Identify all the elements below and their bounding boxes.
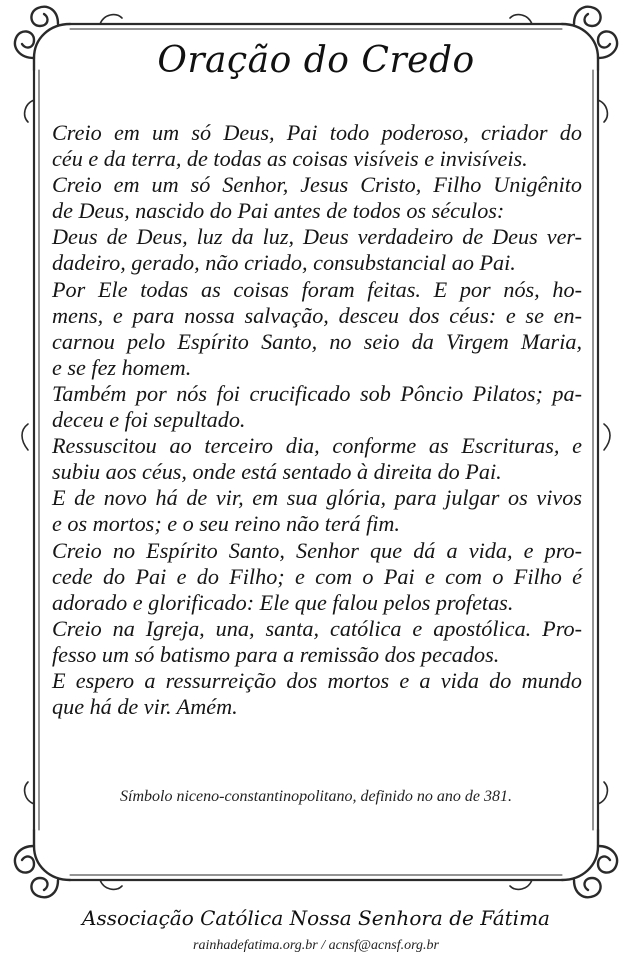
prayer-line: e os mortos; e o seu reino não terá fim. bbox=[52, 511, 400, 537]
prayer-line: dadeiro, gerado, não criado, consubstancial ao Pai. bbox=[52, 250, 516, 276]
prayer-line: Deus de Deus, luz da luz, Deus verdadeiro de Deus ver- bbox=[52, 224, 582, 250]
prayer-line: e se fez homem. bbox=[52, 354, 192, 380]
prayer-line: Ressuscitou ao terceiro dia, conforme as Escrituras, e bbox=[52, 433, 582, 459]
prayer-line: cede do Pai e do Filho; e com o Pai e com o Filho é bbox=[52, 563, 582, 589]
prayer-line: mens, e para nossa salvação, desceu dos céus: e se en- bbox=[52, 302, 582, 328]
prayer-line: deceu e foi sepultado. bbox=[52, 407, 246, 433]
prayer-line: de Deus, nascido do Pai antes de todos os séculos: bbox=[52, 198, 505, 224]
prayer-line: subiu aos céus, onde está sentado à direita do Pai. bbox=[52, 459, 502, 485]
prayer-line: Creio na Igreja, una, santa, católica e apostólica. Pro- bbox=[52, 615, 582, 641]
prayer-text bbox=[52, 120, 582, 720]
prayer-line: carnou pelo Espírito Santo, no seio da Virgem Maria, bbox=[52, 328, 582, 354]
prayer-line: Também por nós foi crucificado sob Pôncio Pilatos; pa- bbox=[52, 380, 582, 406]
prayer-line: Por Ele todas as coisas foram feitas. E por nós, ho- bbox=[52, 276, 582, 302]
contact-info: rainhadefatima.org.br / acnsf@acnsf.org.br bbox=[193, 938, 439, 953]
prayer-line: céu e da terra, de todas as coisas visíveis e invisíveis. bbox=[52, 146, 528, 172]
prayer-line: fesso um só batismo para a remissão dos pecados. bbox=[52, 641, 500, 667]
prayer-line: E espero a ressurreição dos mortos e a vida do mundo bbox=[52, 667, 582, 693]
organization-name: Associação Católica Nossa Senhora de Fátima bbox=[82, 906, 550, 930]
prayer-line: adorado e glorificado: Ele que falou pelos profetas. bbox=[52, 589, 514, 615]
page-title: Oração do Credo bbox=[157, 40, 475, 81]
prayer-line: que há de vir. Amém. bbox=[52, 694, 238, 720]
prayer-line: E de novo há de vir, em sua glória, para julgar os vivos bbox=[52, 485, 582, 511]
caption-symbol-note: Símbolo niceno-constantinopolitano, definido no ano de 381. bbox=[120, 788, 512, 805]
prayer-line: Creio no Espírito Santo, Senhor que dá a vida, e pro- bbox=[52, 537, 582, 563]
prayer-line: Creio em um só Senhor, Jesus Cristo, Filho Unigênito bbox=[52, 172, 582, 198]
prayer-line: Creio em um só Deus, Pai todo poderoso, criador do bbox=[52, 120, 582, 145]
